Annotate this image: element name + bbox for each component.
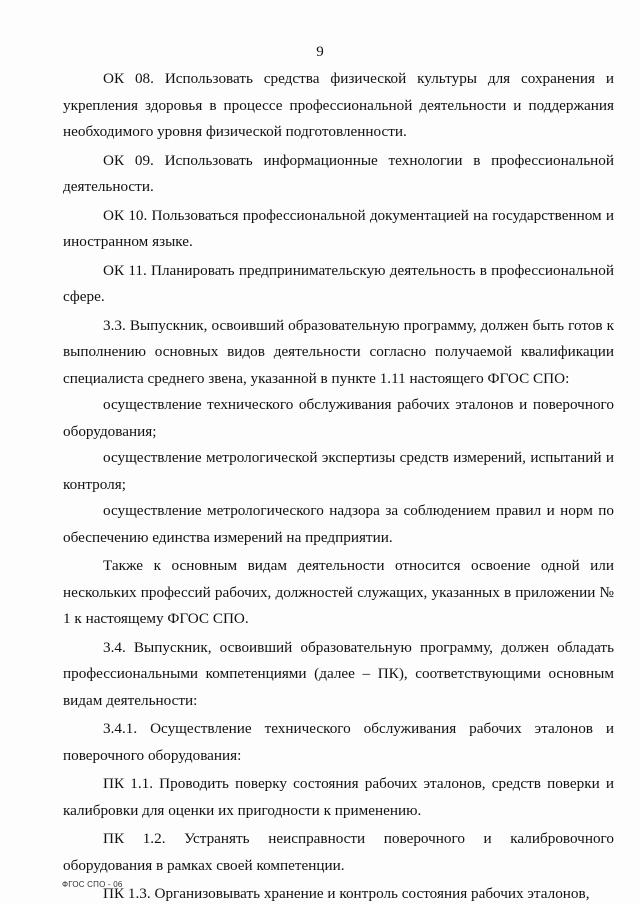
list-item-activity-1: осуществление технического обслуживания рабочих эталонов и поверочного оборудования; [63,396,614,440]
paragraph-3-4-1: 3.4.1. Осуществление технического обслуживания рабочих эталонов и поверочного оборудования: [63,720,614,764]
paragraph-pk-1-3: ПК 1.3. Организовывать хранение и контроль состояния рабочих эталонов, [103,885,590,902]
list-item-activity-2: осуществление метрологической экспертизы средств измерений, испытаний и контроля; [63,449,614,493]
footer-doc-code: ФГОС СПО - 06 [62,880,123,889]
paragraph-ok-09: ОК 09. Использовать информационные технологии в профессиональной деятельности. [63,151,614,195]
paragraph-pk-1-2: ПК 1.2. Устранять неисправности поверочного и калибровочного оборудования в рамках своей компетенции. [63,830,614,874]
page-number: 9 [316,44,324,60]
paragraph-3-3: 3.3. Выпускник, освоивший образовательную программу, должен быть готов к выполнению основных видов деятельности согласно получаемой квалификации специалиста среднего звена, указанной в пункте 1.11 настоящего ФГОС СПО: [63,316,614,387]
list-item-activity-3: осуществление метрологического надзора за соблюдением правил и норм по обеспечению единства измерений на предприятии. [63,502,614,546]
paragraph-pk-1-1: ПК 1.1. Проводить поверку состояния рабочих эталонов, средств поверки и калибровки для оценки их пригодности к применению. [63,775,614,819]
paragraph-ok-10: ОК 10. Пользоваться профессиональной документацией на государственном и иностранном языке. [63,206,614,250]
paragraph-additional-activities: Также к основным видам деятельности относится освоение одной или нескольких профессий рабочих, должностей служащих, указанных в приложении № 1 к настоящему ФГОС СПО. [63,557,614,627]
paragraph-3-4: 3.4. Выпускник, освоивший образовательную программу, должен обладать профессиональными компетенциями (далее – ПК), соответствующими основным видам деятельности: [63,638,614,709]
paragraph-ok-08: ОК 08. Использовать средства физической культуры для сохранения и укрепления здоровья в процессе профессиональной деятельности и поддержания необходимого уровня физической подготовленности. [63,70,614,140]
paragraph-ok-11: ОК 11. Планировать предпринимательскую деятельность в профессиональной сфере. [63,261,614,305]
document-body [63,66,614,908]
